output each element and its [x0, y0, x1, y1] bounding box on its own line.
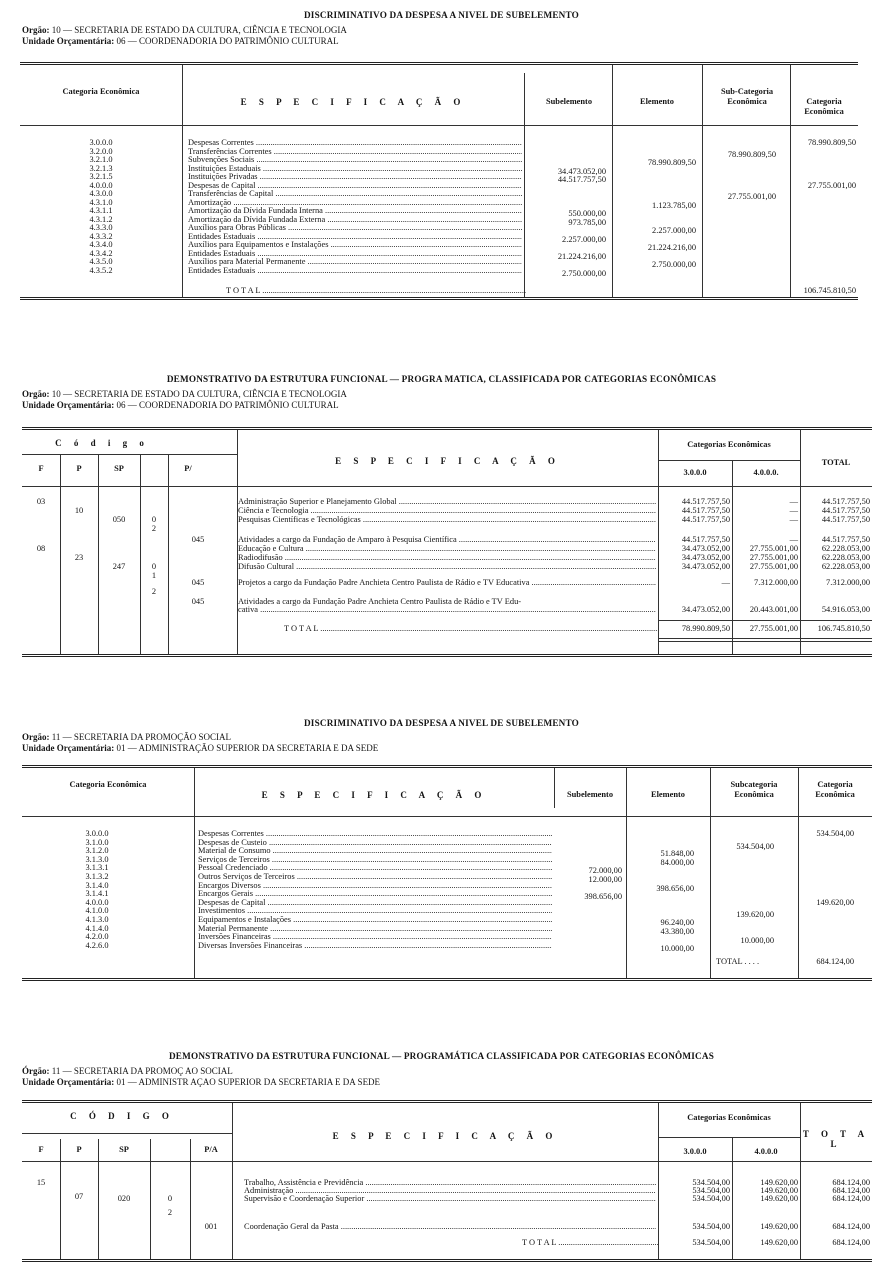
row-f: 15	[36, 1178, 46, 1187]
row-3000: 44.517.757,50	[681, 497, 730, 506]
row-spec: Radiodifusão .....	[238, 554, 656, 563]
row-spec: Investimentos .....	[198, 907, 552, 916]
row-spec: Encargos Diversos .....	[198, 882, 552, 891]
row-spec: Transferências Correntes .....	[188, 148, 522, 157]
row-code: 4.1.3.0	[85, 915, 109, 924]
row-f: 03	[36, 497, 46, 506]
row-sp: 020	[117, 1194, 131, 1203]
row-3000: 34.473.052,00	[681, 544, 730, 553]
row-spec: Subvenções Sociais .....	[188, 156, 522, 165]
row-code: 4.3.1.1	[89, 206, 113, 215]
row-4000: 20.443.001,00	[749, 605, 798, 614]
row-total: 54.916.053,00	[821, 605, 870, 614]
header-p: P	[76, 1145, 82, 1154]
orgao-line: Orgão: 10 — SECRETARIA DE ESTADO DA CULTURA, CIÊNCIA E TECNOLOGIA	[22, 25, 347, 35]
header-f: F	[38, 1145, 44, 1154]
section-1	[0, 10, 883, 47]
row-elemento: 96.240,00	[660, 918, 694, 927]
row-4000: —	[789, 497, 798, 506]
row-categoria: 27.755.001,00	[807, 180, 856, 190]
row-code: 4.2.6.0	[85, 940, 109, 950]
row-code: 3.1.2.0	[85, 846, 109, 856]
header-categoria-economica: Categoria Econômica	[815, 780, 855, 799]
row-subelemento: 44.517.757,50	[557, 175, 606, 184]
row-3000: 34.473.052,00	[681, 562, 730, 571]
row-3000: 34.473.052,00	[681, 605, 730, 614]
row-4000: 149.620,00	[760, 1178, 798, 1187]
orgao-line: Orgão: 11 — SECRETARIA DA PROMOÇÃO SOCIAL	[22, 732, 231, 742]
row-spec: Despesas de Capital .....	[188, 182, 522, 191]
row-sp: 050	[112, 515, 126, 524]
total-row: T O T A L .....	[284, 625, 658, 634]
row-spec: Serviços de Terceiros .....	[198, 856, 552, 865]
row-total: 62.228.053,00	[821, 544, 870, 553]
row-code: 4.1.0.0	[85, 906, 109, 916]
row-code: 4.3.4.2	[89, 248, 113, 258]
row-categoria: 534.504,00	[816, 829, 854, 838]
row-s: 2	[151, 524, 157, 533]
row-spec: Difusão Cultural .....	[238, 563, 656, 572]
row-elemento: 84.000,00	[660, 857, 694, 867]
row-spec: Despesas de Capital .....	[198, 899, 552, 908]
section-1-title: DISCRIMINATIVO DA DESPESA A NIVEL DE SUBELEMENTO	[303, 10, 580, 20]
row-total: 62.228.053,00	[821, 562, 870, 571]
row-total: 44.517.757,50	[821, 506, 870, 515]
section-2-title: DEMONSTRATIVO DA ESTRUTURA FUNCIONAL — PROGRA MATICA, CLASSIFICADA POR CATEGORIAS ECONÔMICAS	[166, 374, 717, 384]
row-spec: Amortização .....	[188, 199, 522, 208]
unidade-line: Unidade Orçamentária: 01 — ADMINISTRAÇÃO SUPERIOR DA SECRETARIA E DA SEDE	[22, 743, 379, 753]
row-subcategoria: 534.504,00	[736, 841, 774, 851]
unidade-line: Unidade Orçamentária: 06 — COORDENADORIA DO PATRIMÔNIO CULTURAL	[22, 36, 339, 46]
row-code: 3.1.0.0	[85, 837, 109, 847]
row-spec: Equipamentos e Instalações .....	[198, 916, 552, 925]
row-4000: 27.755.001,00	[749, 562, 798, 571]
row-total: 44.517.757,50	[821, 497, 870, 506]
row-code: 3.1.4.1	[85, 889, 109, 899]
row-code: 4.0.0.0	[89, 180, 113, 190]
row-code: 3.2.1.0	[89, 155, 113, 164]
table-2	[22, 427, 872, 657]
row-subelemento: 2.257.000,00	[562, 234, 606, 244]
row-code: 4.3.5.2	[89, 265, 113, 275]
row-code: 4.3.1.2	[89, 214, 113, 224]
section-2	[0, 374, 883, 411]
row-total: 62.228.053,00	[821, 553, 870, 562]
header-subcategoria: Subcategoria Econômica	[730, 780, 778, 799]
section-3	[0, 718, 883, 754]
row-p: 23	[74, 553, 84, 562]
row-subelemento: 72.000,00	[588, 866, 622, 876]
header-categoria-economica: Categoria Econômica	[804, 97, 844, 116]
row-subelemento: 973.785,00	[568, 217, 606, 227]
row-total: 684.124,00	[832, 1186, 870, 1195]
row-code: 3.0.0.0	[89, 138, 113, 147]
row-elemento: 2.257.000,00	[652, 226, 696, 235]
row-spec: Coordenação Geral da Pasta .....	[244, 1223, 656, 1232]
row-3000: 534.504,00	[692, 1186, 730, 1195]
row-subelemento: 2.750.000,00	[562, 268, 606, 278]
row-sp: 247	[112, 562, 126, 571]
row-spec: Instituições Privadas .....	[188, 173, 522, 182]
row-spec: Outros Serviços de Terceiros .....	[198, 873, 552, 882]
row-elemento: 51.848,00	[660, 849, 694, 859]
row-elemento: 398.656,00	[656, 883, 694, 893]
row-spec: Inversões Financeiras .....	[198, 933, 552, 942]
row-4000: 149.620,00	[760, 1186, 798, 1195]
row-spec: Atividades a cargo da Fundação de Amparo à Pesquisa Científica .....	[238, 536, 656, 545]
row-spec: Despesas Correntes .....	[188, 139, 522, 148]
section-4-title: DEMONSTRATIVO DA ESTRUTURA FUNCIONAL — PROGRAMÁTICA CLASSIFICADA POR CATEGORIAS ECONÔMICAS	[168, 1051, 715, 1061]
row-subcategoria: 27.755.001,00	[727, 192, 776, 201]
row-4000: —	[789, 506, 798, 515]
header-sp: SP	[119, 1145, 129, 1154]
unidade-line: Unidade Orçamentária: 06 — COORDENADORIA DO PATRIMÔNIO CULTURAL	[22, 400, 339, 410]
total-row: T O T A L .....	[522, 1239, 658, 1248]
row-total: 684.124,00	[832, 1178, 870, 1187]
row-code: 4.3.3.0	[89, 223, 113, 232]
total-4000: 27.755.001,00	[749, 624, 798, 633]
header-total: TOTAL	[821, 458, 851, 467]
row-elemento: 1.123.785,00	[652, 200, 696, 210]
row-3000: 534.504,00	[692, 1178, 730, 1187]
row-code: 4.3.4.0	[89, 240, 113, 249]
total-value: 684.124,00	[816, 957, 854, 966]
total-value: 106.745.810,50	[803, 286, 856, 295]
row-elemento: 21.224.216,00	[647, 243, 696, 252]
row-4000: —	[789, 535, 798, 544]
row-spec: Despesas de Custeio .....	[198, 839, 552, 848]
row-4000: 27.755.001,00	[749, 553, 798, 562]
row-4000: —	[789, 515, 798, 524]
row-spec: Pesquisas Científicas e Tecnológicas .....	[238, 516, 656, 525]
row-spec: Despesas Correntes .....	[198, 830, 552, 839]
row-code: 3.1.3.0	[85, 854, 109, 864]
total-3000: 78.990.809,50	[681, 624, 730, 633]
row-spec: Trabalho, Assistência e Previdência .....	[244, 1179, 656, 1188]
orgao-line: Órgão: 11 — SECRETARIA DA PROMOÇ AO SOCIAL	[22, 1066, 233, 1076]
row-subcategoria: 78.990.809,50	[727, 149, 776, 159]
total-3000: 534.504,00	[692, 1238, 730, 1247]
unidade-line: Unidade Orçamentária: 01 — ADMINISTR AÇAO SUPERIOR DA SECRETARIA E DA SEDE	[22, 1077, 381, 1087]
row-code: 3.2.1.5	[89, 172, 113, 181]
table-4	[22, 1100, 872, 1262]
row-spec: Ciência e Tecnologia .....	[238, 507, 656, 516]
header-categoria: Categoria Econômica	[62, 87, 140, 96]
row-spec: Auxílios para Equipamentos e Instalações .....	[188, 241, 522, 250]
header-sp: SP	[114, 464, 124, 473]
header-categorias-economicas: Categorias Econômicas	[687, 1113, 771, 1122]
row-code: 3.0.0.0	[85, 829, 109, 838]
row-code: 4.0.0.0	[85, 897, 109, 907]
header-subcategoria: Sub-Categoria Econômica	[720, 87, 774, 106]
row-spec: Diversas Inversões Financeiras .....	[198, 942, 552, 951]
total-label: TOTAL . . . .	[716, 957, 760, 966]
header-3000: 3.0.0.0	[683, 1147, 707, 1156]
row-3000: 44.517.757,50	[681, 535, 730, 544]
table-1	[20, 62, 858, 300]
row-spec: Entidades Estaduais .....	[188, 250, 522, 259]
row-spec: Instituições Estaduais .....	[188, 165, 522, 174]
total-value: 684.124,00	[832, 1238, 870, 1247]
row-subcategoria: 139.620,00	[736, 910, 774, 920]
row-total: 7.312.000,00	[826, 578, 870, 587]
row-code: 3.1.3.1	[85, 863, 109, 873]
row-spec: Administração Superior e Planejamento Global .....	[238, 498, 656, 507]
header-especificacao: E S P E C I F I C A Ç Ã O	[240, 97, 466, 107]
row-3000: 534.504,00	[692, 1194, 730, 1203]
header-categorias-economicas: Categorias Econômicas	[687, 440, 771, 449]
row-spec: Administração .....	[244, 1187, 656, 1196]
row-subelemento: 398.656,00	[584, 892, 622, 902]
row-p: 07	[74, 1192, 84, 1201]
row-total: 684.124,00	[832, 1222, 870, 1231]
row-spec: Amortização da Dívida Fundada Interna .....	[188, 207, 522, 216]
header-especificacao: E S P E C I F I C A Ç Ã O	[261, 790, 487, 800]
row-4000: 149.620,00	[760, 1222, 798, 1231]
row-categoria: 149.620,00	[816, 897, 854, 907]
header-pa: P/	[184, 464, 192, 473]
row-total: 44.517.757,50	[821, 535, 870, 544]
header-4000: 4.0.0.0.	[753, 468, 779, 477]
header-subelemento: Subelemento	[566, 790, 614, 799]
row-spec: Encargos Gerais .....	[198, 890, 552, 899]
row-3000: 44.517.757,50	[681, 515, 730, 524]
total-4000: 149.620,00	[760, 1238, 798, 1247]
row-spec: Projetos a cargo da Fundação Padre Anchieta Centro Paulista de Rádio e TV Educativa .....	[238, 579, 656, 588]
row-s: 0	[151, 515, 157, 524]
row-pa: 045	[191, 597, 205, 606]
row-subcategoria: 10.000,00	[740, 936, 774, 946]
row-pa: 045	[191, 578, 205, 587]
row-code: 3.1.4.0	[85, 880, 109, 890]
row-3000: 44.517.757,50	[681, 506, 730, 515]
row-spec: Material Permanente .....	[198, 925, 552, 934]
row-p: 10	[74, 506, 84, 515]
row-elemento: 2.750.000,00	[652, 260, 696, 269]
row-spec: Auxílios para Obras Públicas .....	[188, 224, 522, 233]
section-4	[0, 1051, 883, 1088]
header-elemento: Elemento	[640, 97, 674, 106]
header-codigo: C Ó D I G O	[70, 1111, 174, 1121]
row-s: 0	[167, 1194, 173, 1203]
total-row: T O T A L .....	[226, 287, 526, 296]
total-value: 106.745.810,50	[817, 624, 870, 633]
row-spec: Pessoal Credenciado .....	[198, 864, 552, 873]
row-3000: 534.504,00	[692, 1222, 730, 1231]
header-especificacao: E S P E C I F I C A Ç Ã O	[332, 1131, 558, 1141]
row-s: 1	[151, 571, 157, 580]
row-3000: 34.473.052,00	[681, 553, 730, 562]
row-4000: 27.755.001,00	[749, 544, 798, 553]
section-3-title: DISCRIMINATIVO DA DESPESA A NIVEL DE SUBELEMENTO	[303, 718, 580, 728]
row-code: 3.1.3.2	[85, 872, 109, 881]
row-s: 2	[167, 1208, 173, 1217]
row-code: 4.3.5.0	[89, 257, 113, 266]
header-4000: 4.0.0.0	[754, 1147, 778, 1156]
row-code: 3.2.0.0	[89, 146, 113, 156]
row-code: 4.2.0.0	[85, 932, 109, 942]
header-subelemento: Subelemento	[545, 97, 593, 106]
row-4000: 149.620,00	[760, 1194, 798, 1203]
header-pa: P/A	[204, 1145, 218, 1154]
orgao-line: Orgão: 10 — SECRETARIA DE ESTADO DA CULTURA, CIÊNCIA E TECNOLOGIA	[22, 389, 347, 399]
row-s: 2	[151, 587, 157, 596]
header-codigo: C ó d i g o	[55, 438, 149, 448]
row-total: 44.517.757,50	[821, 515, 870, 524]
row-code: 4.3.3.2	[89, 231, 113, 241]
row-elemento: 43.380,00	[660, 926, 694, 936]
row-spec: Material de Consumo .....	[198, 847, 552, 856]
row-total: 684.124,00	[832, 1194, 870, 1203]
row-subelemento: 34.473.052,00	[557, 166, 606, 176]
row-subelemento: 550.000,00	[568, 209, 606, 218]
row-spec: Amortização da Dívida Fundada Externa .....	[188, 216, 522, 225]
table-3	[22, 765, 872, 981]
header-3000: 3.0.0.0	[683, 468, 707, 477]
row-categoria: 78.990.809,50	[807, 138, 856, 147]
row-spec: Entidades Estaduais .....	[188, 267, 522, 276]
header-elemento: Elemento	[651, 790, 685, 799]
header-f: F	[38, 464, 44, 473]
row-pa: 001	[204, 1222, 218, 1231]
row-spec: Educação e Cultura .....	[238, 545, 656, 554]
row-s: 0	[151, 562, 157, 571]
row-spec: Atividades a cargo da Fundação Padre Anchieta Centro Paulista de Rádio e TV Edu-	[238, 597, 522, 606]
row-f: 08	[36, 544, 46, 553]
header-categoria: Categoria Econômica	[69, 780, 147, 789]
row-spec: Entidades Estaduais .....	[188, 233, 522, 242]
row-pa: 045	[191, 535, 205, 544]
row-spec: Supervisão e Coordenação Superior .....	[244, 1195, 656, 1204]
row-code: 4.3.1.0	[89, 197, 113, 207]
header-p: P	[76, 464, 82, 473]
row-subelemento: 21.224.216,00	[557, 251, 606, 261]
row-subelemento: 12.000,00	[588, 875, 622, 884]
row-elemento: 10.000,00	[660, 943, 694, 953]
row-elemento: 78.990.809,50	[647, 158, 696, 167]
header-total: T O T A L	[802, 1129, 870, 1149]
row-spec: Transferências de Capital .....	[188, 190, 522, 199]
row-code: 4.1.4.0	[85, 923, 109, 933]
row-3000: —	[721, 578, 730, 587]
row-4000: 7.312.000,00	[754, 578, 798, 587]
row-spec: Auxílios para Material Permanente .....	[188, 258, 522, 267]
row-code: 3.2.1.3	[89, 163, 113, 173]
row-spec: cativa .....	[238, 606, 656, 615]
header-especificacao: E S P E C I F I C A Ç Ã O	[335, 456, 560, 466]
row-code: 4.3.0.0	[89, 189, 113, 198]
